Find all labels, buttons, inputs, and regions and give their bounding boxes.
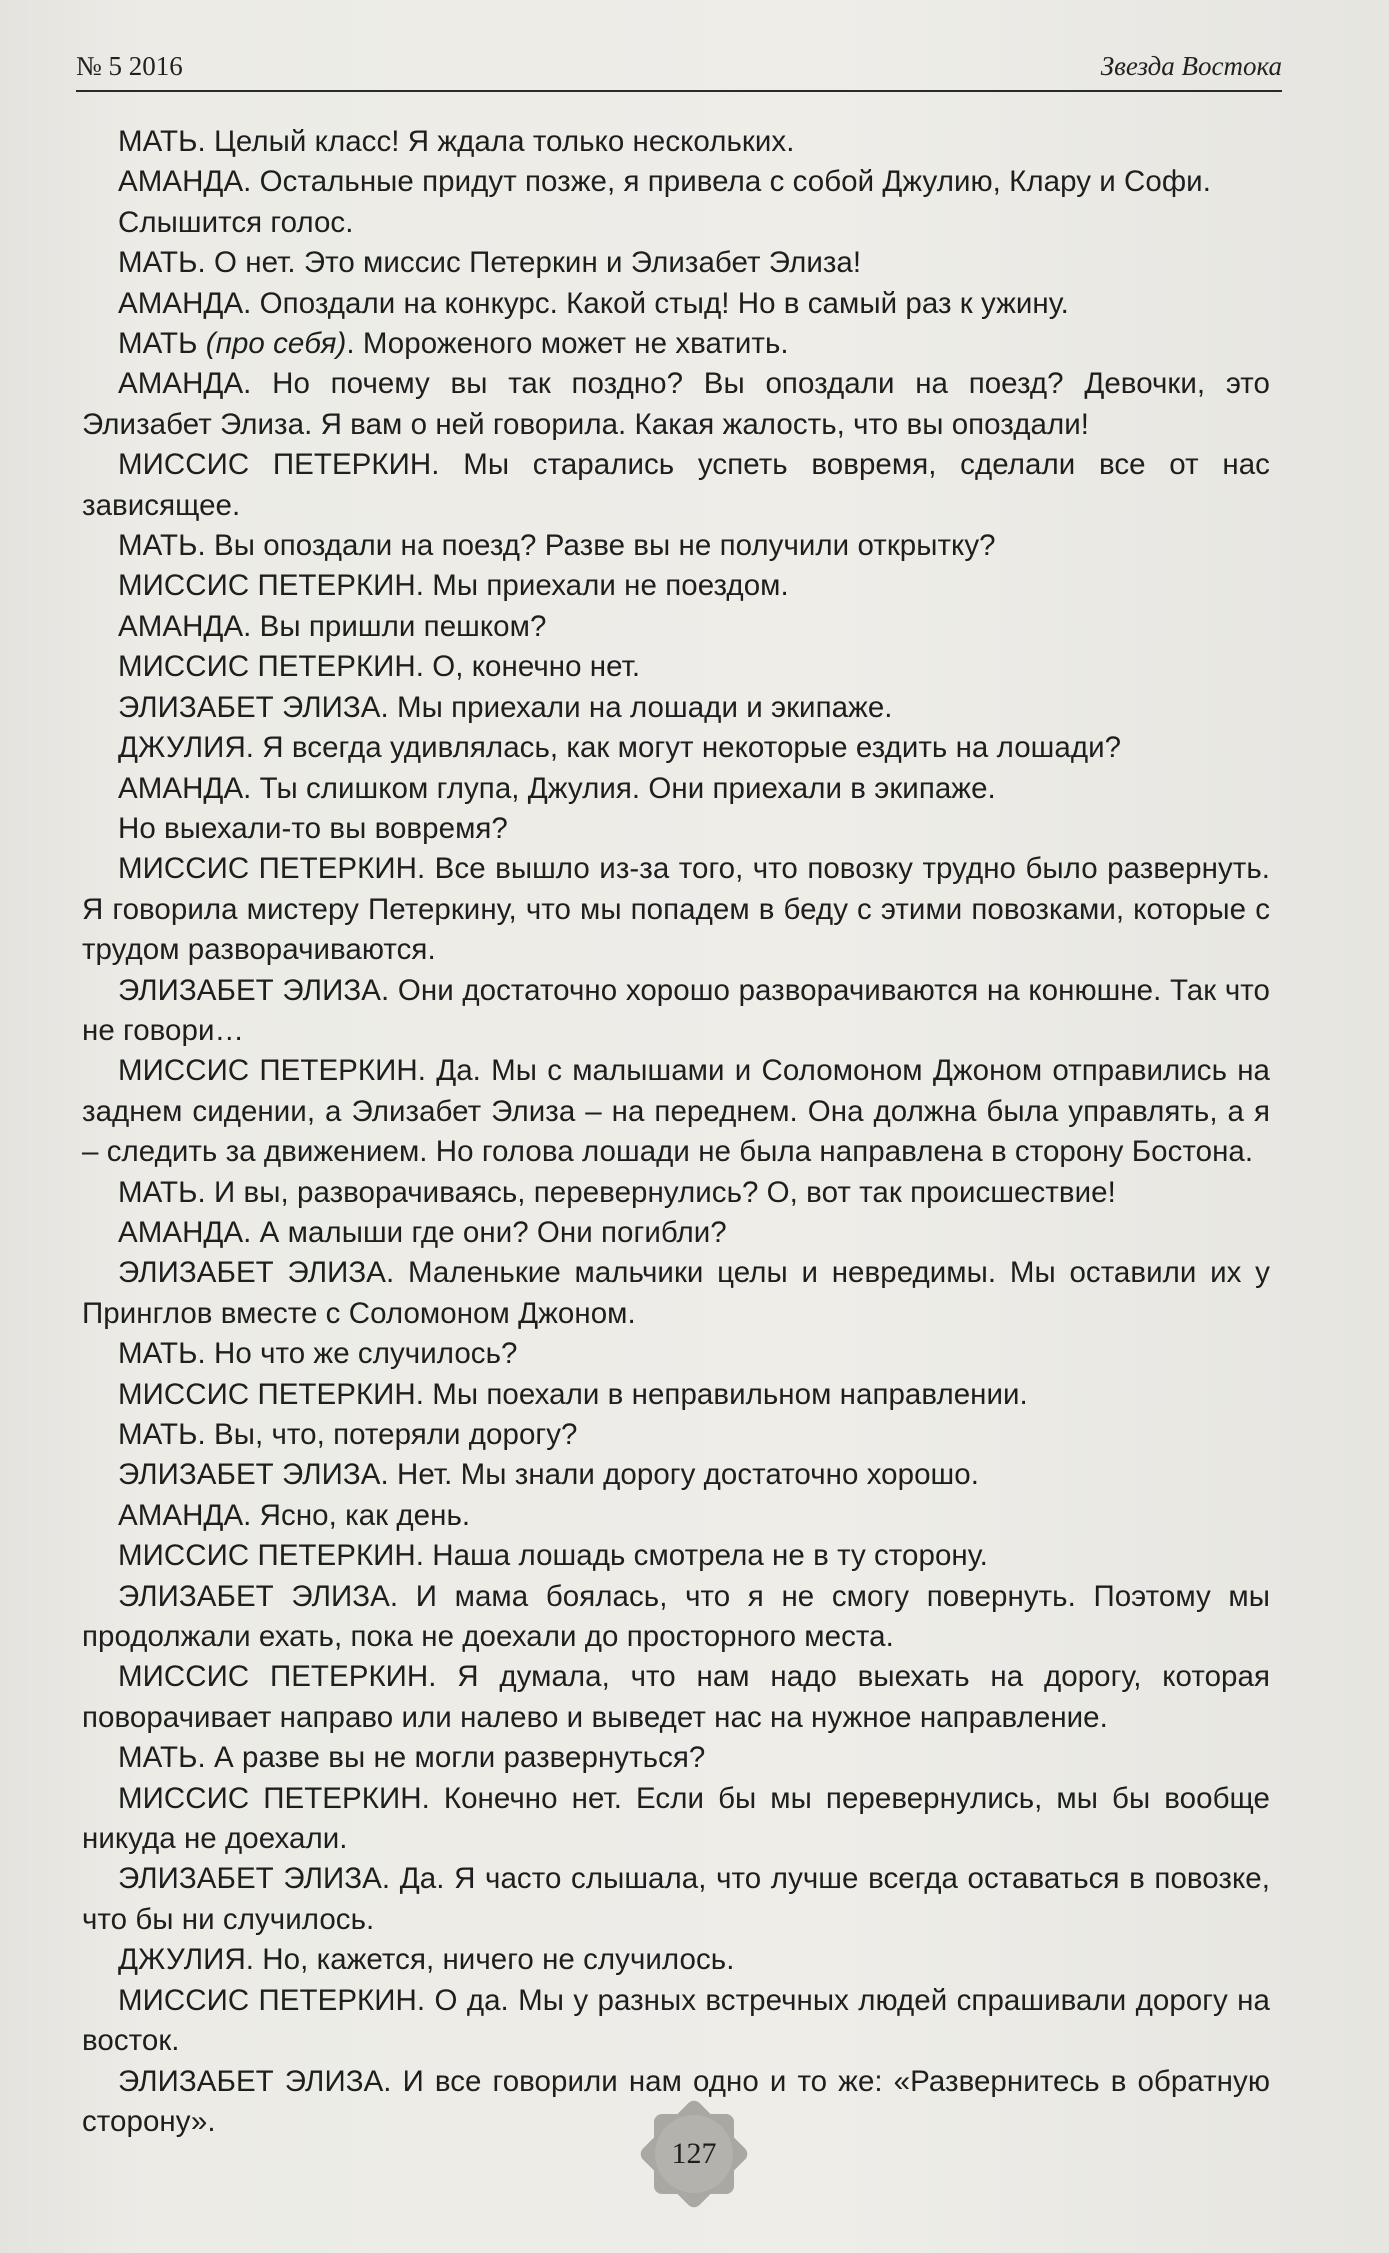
dialogue-line: ЭЛИЗАБЕТ ЭЛИЗА. Нет. Мы знали дорогу достаточно хорошо. <box>118 1458 979 1492</box>
line-text: . Мороженого может не хватить. <box>346 327 789 361</box>
dialogue-line: МИССИС ПЕТЕРКИН. Все вышло из-за того, что повозку трудно было развернуть. Я говорила мистеру Петеркину, что мы попадем в беду с этими повозками, которые с трудом разворачиваются. <box>82 852 1270 967</box>
dialogue-line: Но выехали-то вы вовремя? <box>118 811 508 845</box>
dialogue-line: МИССИС ПЕТЕРКИН. О, конечно нет. <box>118 650 641 684</box>
journal-title: Звезда Востока <box>1100 51 1282 81</box>
speaker-name: МАТЬ <box>118 327 206 361</box>
issue-label: № 5 2016 <box>76 51 183 81</box>
dialogue-line: АМАНДА. Ясно, как день. <box>118 1498 471 1532</box>
dialogue-line: ДЖУЛИЯ. Я всегда удивлялась, как могут некоторые ездить на лошади? <box>118 731 1122 765</box>
dialogue-line: МАТЬ. Вы, что, потеряли дорогу? <box>118 1418 578 1451</box>
dialogue-line: МАТЬ. И вы, разворачиваясь, перевернулись? О, вот так происшествие! <box>118 1175 1116 1209</box>
dialogue-line: Слышится голос. <box>118 205 354 239</box>
dialogue-line: ЭЛИЗАБЕТ ЭЛИЗА. И все говорили нам одно и то же: «Развернитесь в обратную сторону». <box>82 2064 1270 2138</box>
dialogue-line: АМАНДА. Ты слишком глупа, Джулия. Они приехали в экипаже. <box>118 771 996 805</box>
dialogue-line: МИССИС ПЕТЕРКИН. Конечно нет. Если бы мы перевернулись, мы бы вообще никуда не доехали. <box>82 1781 1270 1856</box>
page-number: 127 <box>671 2137 717 2170</box>
dialogue-line: МИССИС ПЕТЕРКИН. О да. Мы у разных встречных людей спрашивали дорогу на восток. <box>82 1983 1270 2058</box>
dialogue-line: ЭЛИЗАБЕТ ЭЛИЗА. Мы приехали на лошади и экипаже. <box>118 690 893 724</box>
dialogue-line: МАТЬ. Целый класс! Я ждала только нескольких. <box>118 125 795 158</box>
dialogue-line: АМАНДА. Вы пришли пешком? <box>118 609 547 643</box>
dialogue-line: ЭЛИЗАБЕТ ЭЛИЗА. И мама боялась, что я не смогу повернуть. Поэтому мы продолжали ехать, пока не доехали до просторного места. <box>82 1579 1270 1654</box>
dialogue-line: МАТЬ. О нет. Это миссис Петеркин и Элизабет Элиза! <box>118 246 862 280</box>
dialogue-line <box>82 324 1270 364</box>
dialogue-line: АМАНДА. Опоздали на конкурс. Какой стыд! Но в самый раз к ужину. <box>118 286 1069 320</box>
dialogue-line: АМАНДА. Остальные придут позже, я привела с собой Джулию, Клару и Софи. <box>118 165 1211 199</box>
dialogue-line: АМАНДА. А малыши где они? Они погибли? <box>118 1215 727 1249</box>
dialogue-line: МАТЬ. А разве вы не могли развернуться? <box>118 1741 706 1775</box>
dialogue-line: ЭЛИЗАБЕТ ЭЛИЗА. Маленькие мальчики целы и невредимы. Мы оставили их у Принглов вместе с Соломоном Джоном. <box>82 1256 1270 1330</box>
stage-direction: (про себя) <box>205 327 347 361</box>
dialogue-line: МИССИС ПЕТЕРКИН. Мы старались успеть вовремя, сделали все от нас зависящее. <box>82 448 1270 522</box>
dialogue-line: МИССИС ПЕТЕРКИН. Мы приехали не поездом. <box>118 569 789 603</box>
dialogue-line: МИССИС ПЕТЕРКИН. Наша лошадь смотрела не в ту сторону. <box>118 1539 988 1573</box>
dialogue-line: АМАНДА. Но почему вы так поздно? Вы опоздали на поезд? Девочки, это Элизабет Элиза. Я вам о ней говорила. Какая жалость, что вы опоздали! <box>82 367 1270 441</box>
dialogue-line: МИССИС ПЕТЕРКИН. Да. Мы с малышами и Соломоном Джоном отправились на заднем сидении, а Элизабет Элиза – на переднем. Она должна была управлять, а я – следить за движением. Но голова лошади не была направлена в сторону Бостона. <box>82 1054 1270 1169</box>
dialogue-line: МАТЬ. Но что же случилось? <box>118 1337 518 1371</box>
dialogue-line: МИССИС ПЕТЕРКИН. Мы поехали в неправильном направлении. <box>118 1377 1028 1411</box>
play-text <box>82 122 1270 2142</box>
page-number-badge <box>636 2096 752 2212</box>
dialogue-line: ЭЛИЗАБЕТ ЭЛИЗА. Они достаточно хорошо разворачиваются на конюшне. Так что не говори… <box>82 973 1270 1047</box>
dialogue-line: ЭЛИЗАБЕТ ЭЛИЗА. Да. Я часто слышала, что лучше всегда оставаться в повозке, что бы ни случилось. <box>82 1862 1270 1936</box>
dialogue-line: ДЖУЛИЯ. Но, кажется, ничего не случилось. <box>118 1943 735 1977</box>
dialogue-line: МАТЬ. Вы опоздали на поезд? Разве вы не получили открытку? <box>118 529 996 563</box>
dialogue-line: МИССИС ПЕТЕРКИН. Я думала, что нам надо выехать на дорогу, которая поворачивает направо или налево и выведет нас на нужное направление. <box>82 1660 1270 1734</box>
running-header <box>76 44 1282 92</box>
